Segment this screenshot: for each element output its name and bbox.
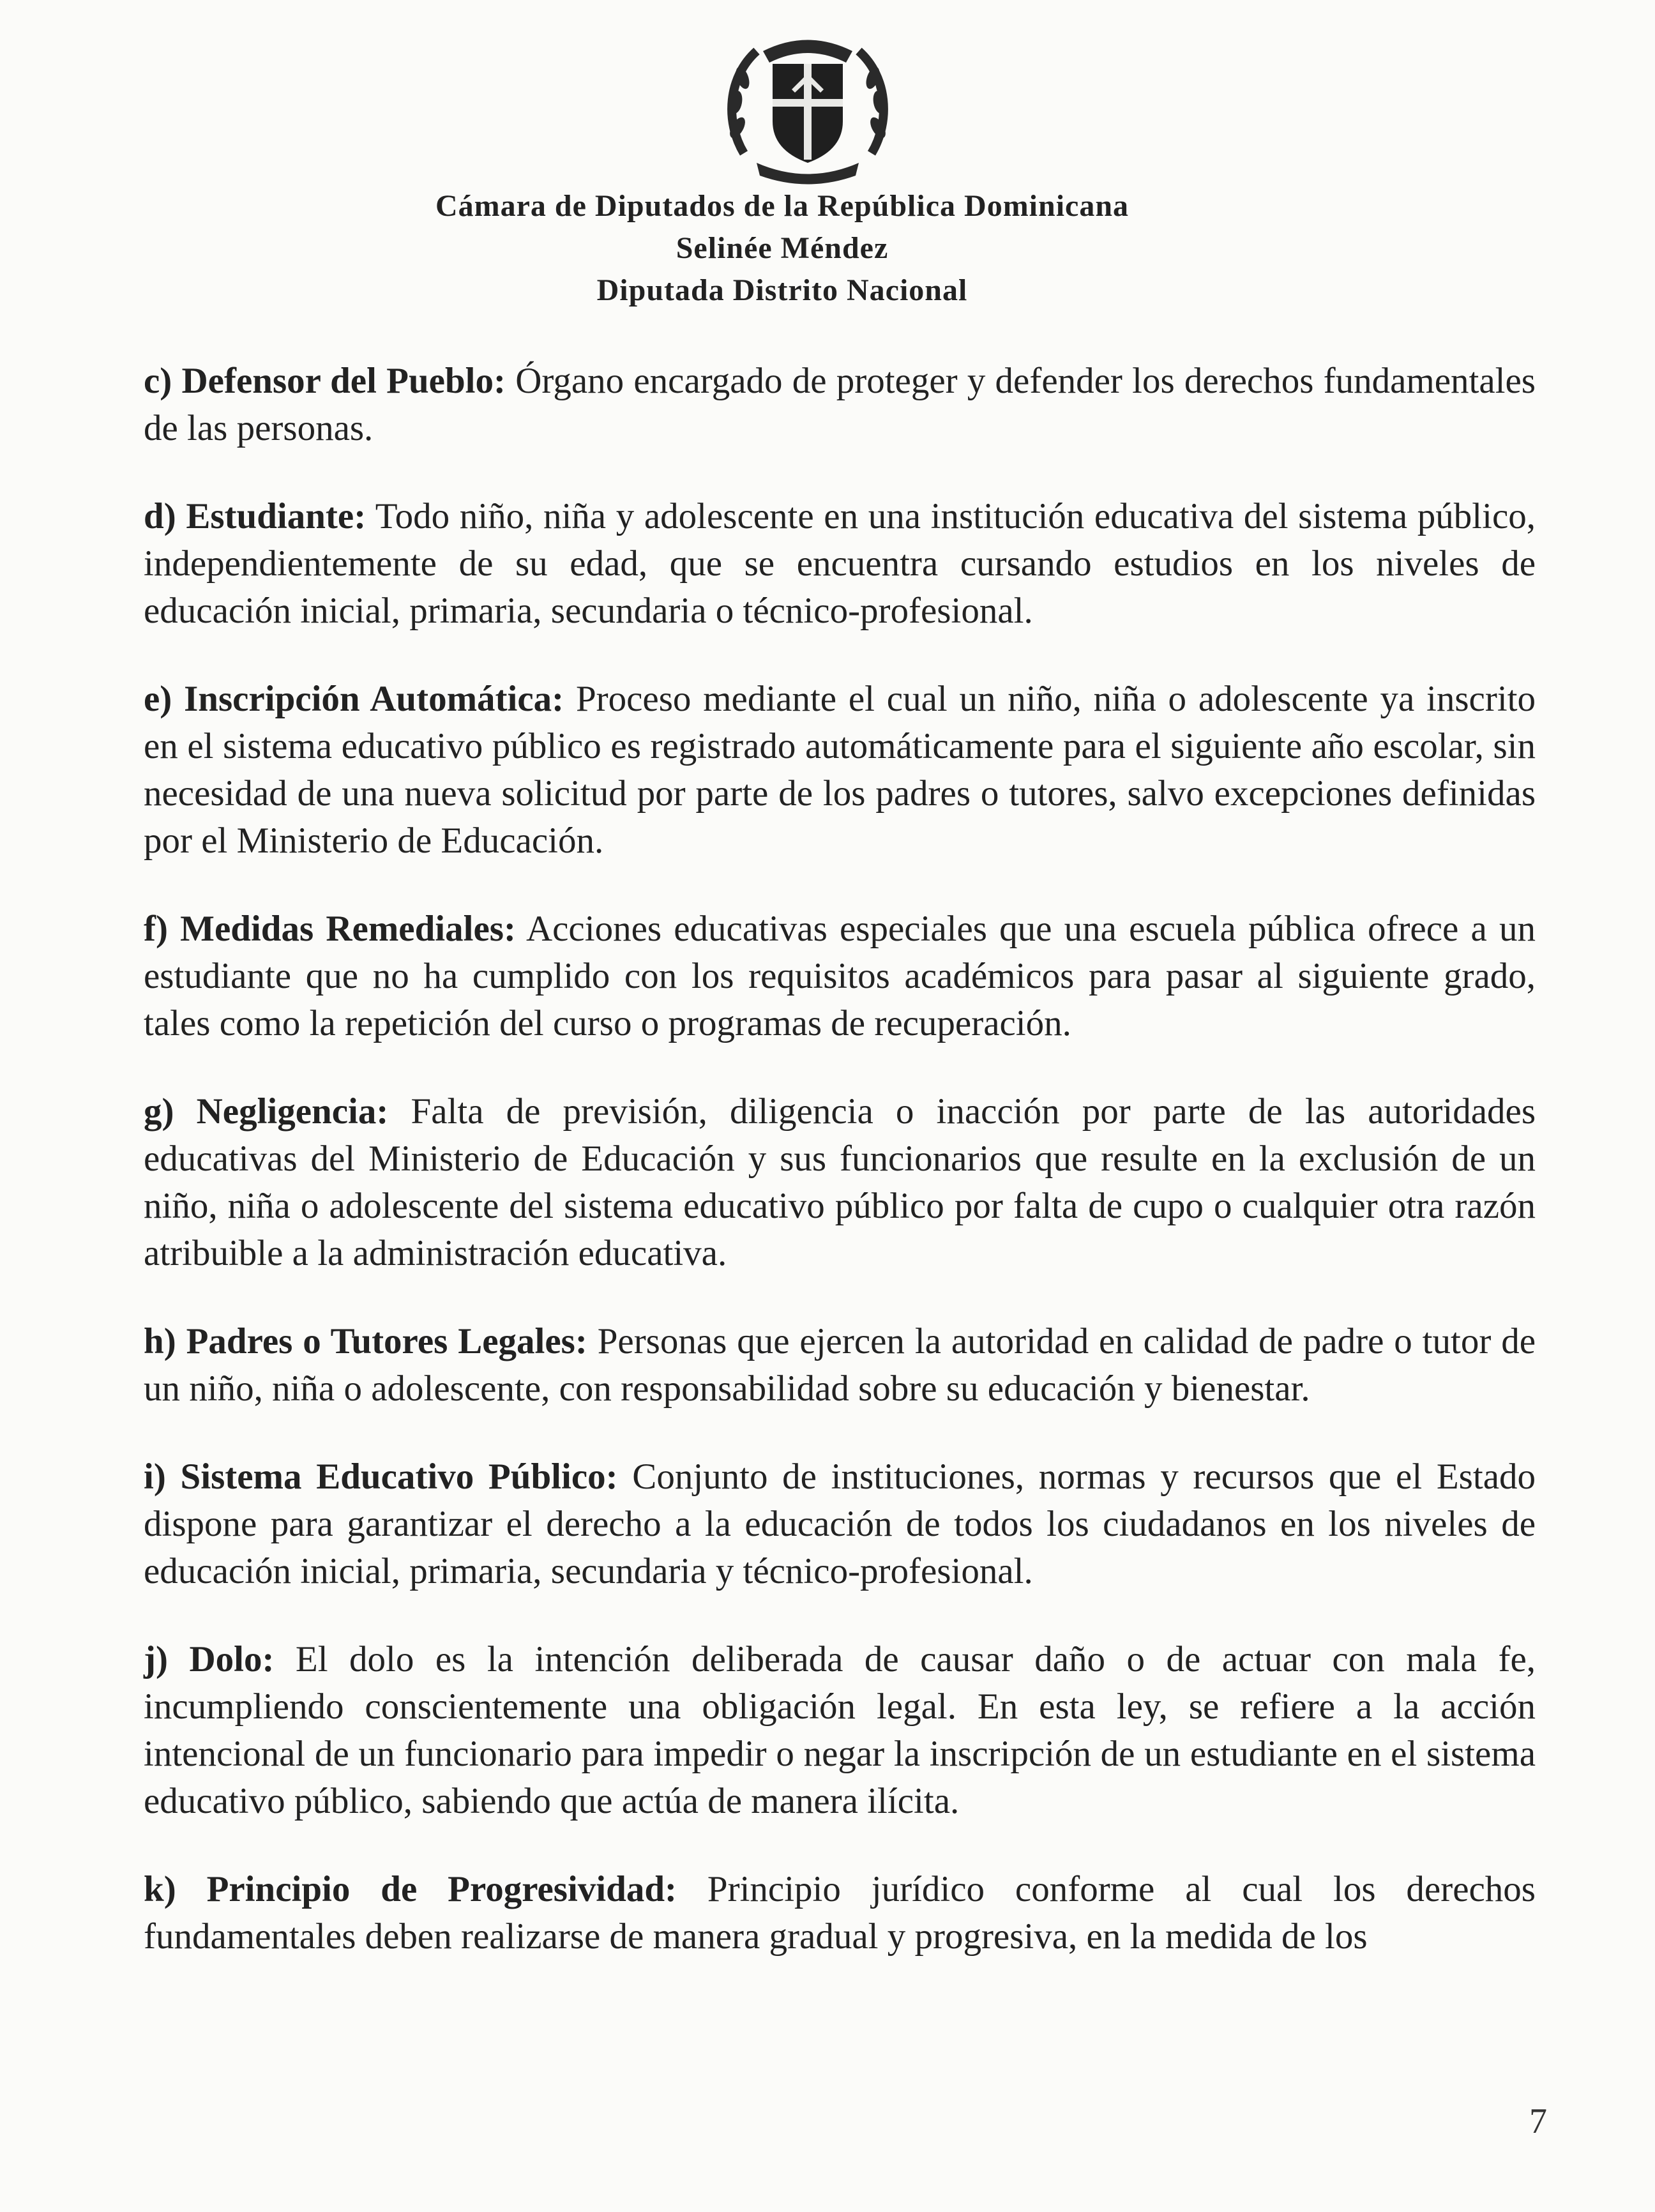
definition-term: Sistema Educativo Público: [180, 1457, 618, 1497]
definition-letter: k) [144, 1869, 176, 1909]
definition-text: El dolo es la intención deliberada de causar daño o de actuar con mala fe, incumpliendo conscientemente una obligación legal. En esta ley, se refiere a la acción intencional de un funcionario para impedir o negar la inscripción de un estudiante en el sistema educativo público, sabiendo que actúa de manera ilícita. [144, 1639, 1536, 1821]
definition-letter: f) [144, 909, 168, 949]
definition-item [144, 1453, 1536, 1595]
definition-term: Estudiante: [186, 496, 367, 536]
definition-text: Conjunto de instituciones, normas y recursos que el Estado dispone para garantizar el derecho a la educación de todos los ciudadanos en los niveles de educación inicial, primaria, secundaria y técnico-profesional. [144, 1457, 1536, 1591]
document-header [319, 185, 1245, 312]
header-deputy-name: Selinée Méndez [676, 231, 889, 265]
definitions-list [144, 358, 1536, 2001]
definition-text: Todo niño, niña y adolescente en una institución educativa del sistema público, independientemente de su edad, que se encuentra cursando estudios en los niveles de educación inicial, primaria, secundaria o técnico-profesional. [144, 496, 1536, 631]
definition-term: Dolo: [189, 1639, 275, 1679]
definition-term: Negligencia: [196, 1091, 389, 1132]
definition-letter: c) [144, 361, 172, 401]
definition-item [144, 905, 1536, 1047]
definition-text: Personas que ejercen la autoridad en calidad de padre o tutor de un niño, niña o adolescente, con responsabilidad sobre su educación y bienestar. [144, 1321, 1536, 1409]
definition-item [144, 676, 1536, 865]
definition-letter: g) [144, 1091, 174, 1132]
definition-item [144, 493, 1536, 635]
definition-term: Inscripción Automática: [184, 679, 564, 719]
definition-text: Proceso mediante el cual un niño, niña o adolescente ya inscrito en el sistema educativo público es registrado automáticamente para el siguiente año escolar, sin necesidad de una nueva solicitud por parte de los padres o tutores, salvo excepciones definidas por el Ministerio de Educación. [144, 679, 1536, 861]
definition-term: Defensor del Pueblo: [181, 361, 506, 401]
definition-item [144, 1088, 1536, 1277]
page-number: 7 [1529, 2102, 1547, 2141]
definition-term: Medidas Remediales: [180, 909, 516, 949]
definition-text: Órgano encargado de proteger y defender los derechos fundamentales de las personas. [144, 361, 1536, 448]
definition-letter: e) [144, 679, 172, 719]
definition-text: Acciones educativas especiales que una escuela pública ofrece a un estudiante que no ha cumplido con los requisitos académicos para pasar al siguiente grado, tales como la repetición del curso o programas de recuperación. [144, 909, 1536, 1043]
definition-item [144, 1866, 1536, 1960]
definition-term: Padres o Tutores Legales: [186, 1321, 587, 1361]
definition-letter: i) [144, 1457, 166, 1497]
definition-item [144, 358, 1536, 452]
definition-letter: d) [144, 496, 176, 536]
definition-letter: h) [144, 1321, 176, 1361]
definition-item [144, 1318, 1536, 1413]
definition-text: Falta de previsión, diligencia o inacción por parte de las autoridades educativas del Ministerio de Educación y sus funcionarios que resulte en la exclusión de un niño, niña o adolescente del sistema educativo público por falta de cupo o cualquier otra razón atribuible a la administración educativa. [144, 1091, 1536, 1273]
definition-item [144, 1636, 1536, 1825]
header-deputy-title: Diputada Distrito Nacional [596, 273, 968, 307]
header-chamber-name: Cámara de Diputados de la República Dominicana [435, 189, 1130, 223]
definition-term: Principio de Progresividad: [206, 1869, 677, 1909]
definition-text: Principio jurídico conforme al cual los derechos fundamentales deben realizarse de manera gradual y progresiva, en la medida de los [144, 1869, 1536, 1957]
definition-letter: j) [144, 1639, 168, 1679]
coat-of-arms-seal [718, 26, 897, 185]
